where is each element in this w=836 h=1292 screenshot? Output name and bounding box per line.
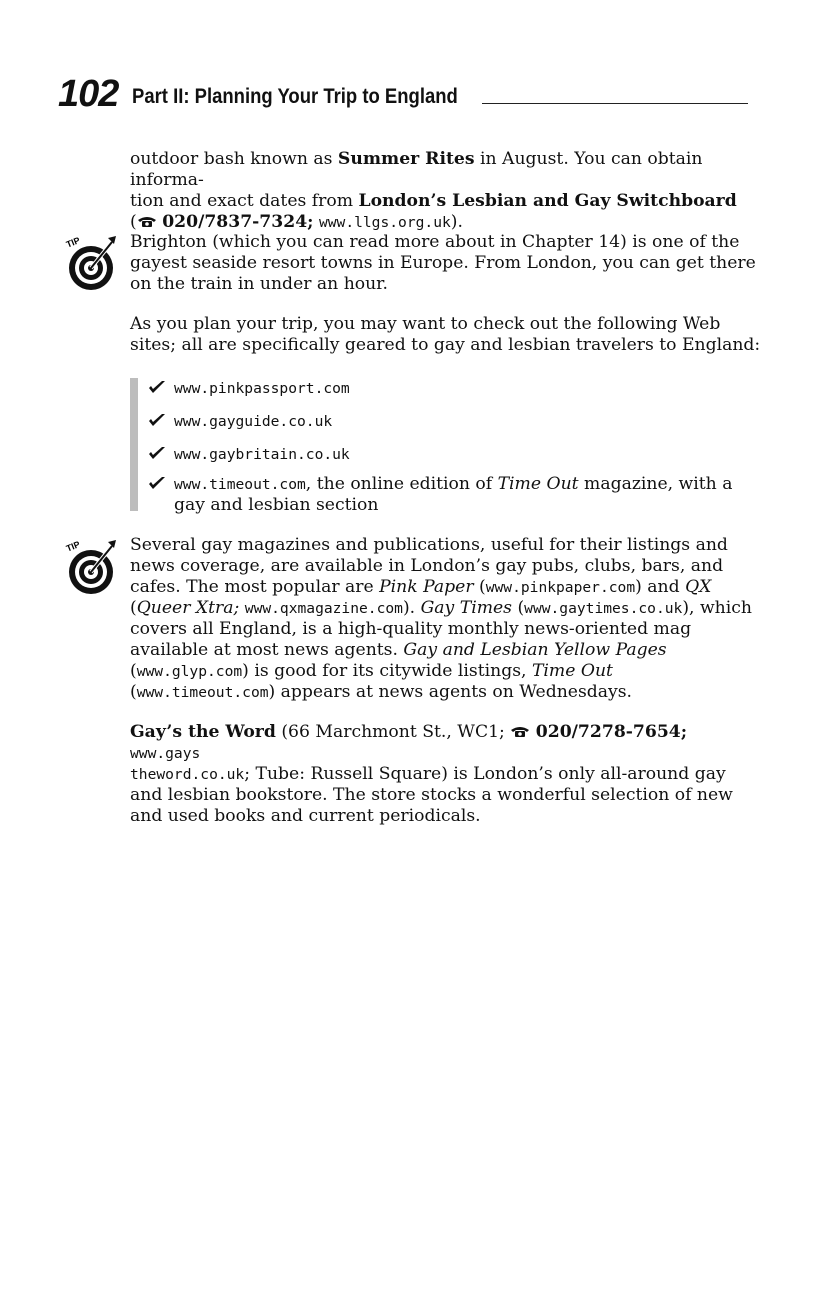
text: ) appears at news agents on Wednesdays.	[268, 682, 633, 702]
intro-text: As you plan your trip, you may want to check out the following Web sites; all are specifically geared to gay and lesbian travelers to England:	[130, 314, 761, 355]
list-bar	[130, 378, 138, 511]
tip-label: TIP	[64, 539, 82, 554]
tip-icon	[64, 232, 120, 290]
event-name: Summer Rites	[337, 149, 475, 169]
list-item	[148, 474, 762, 516]
check-icon	[148, 476, 166, 490]
check-icon	[148, 380, 166, 394]
text: (	[130, 598, 137, 618]
phone-icon	[510, 722, 530, 742]
tip-text: Brighton (which you can read more about in Chapter 14) is one of the gayest seaside resort towns in Europe. From London, you can get there on the train in under an hour.	[130, 232, 756, 294]
text: (	[130, 212, 137, 232]
web-link[interactable]: www.gayguide.co.uk	[174, 413, 333, 430]
text: outdoor bash known as	[130, 149, 338, 169]
web-link[interactable]: www.qxmagazine.com	[244, 600, 403, 617]
text: tion and exact dates from	[130, 191, 359, 211]
text: (	[473, 577, 486, 597]
text: magazine, with a	[578, 474, 733, 494]
web-link[interactable]: www.timeout.com	[136, 684, 269, 701]
phone-number: 020/7278-7654;	[535, 722, 688, 742]
publication-title: Gay and Lesbian Yellow Pages	[403, 640, 667, 660]
publication-title: Gay Times	[420, 598, 512, 618]
text: in August. You can obtain informa-	[130, 149, 703, 190]
text: ).	[402, 598, 421, 618]
web-link[interactable]: www.gaybritain.co.uk	[174, 446, 350, 463]
publication-title: Pink Paper	[379, 577, 474, 597]
web-link[interactable]: www.gays	[130, 745, 201, 762]
header-rule	[482, 103, 748, 104]
text: ; Tube: Russell Square) is London’s only all-around gay	[244, 764, 726, 784]
web-link[interactable]: www.llgs.org.uk	[318, 214, 451, 231]
list-item	[148, 411, 762, 432]
web-link[interactable]: www.pinkpaper.com	[485, 579, 636, 596]
text: ) is good for its citywide listings,	[242, 661, 532, 681]
paragraph-summer-rites	[130, 149, 762, 233]
web-link[interactable]: www.timeout.com	[174, 476, 306, 493]
text: (	[511, 598, 525, 618]
organization-name: London’s Lesbian and Gay Switchboard	[358, 191, 737, 211]
web-link[interactable]: theword.co.uk	[130, 766, 245, 783]
publication-title: Time Out	[497, 474, 579, 494]
publication-title: QX	[685, 577, 712, 597]
paragraph-bookstore	[130, 722, 762, 827]
store-name: Gay’s the Word	[130, 722, 276, 742]
text: Several gay magazines and publications, useful for their listings and news coverage, are available in London’s gay pubs, clubs, bars, and cafes. The most popular are	[130, 535, 728, 597]
text: gay and lesbian section	[174, 495, 379, 515]
phone-icon	[137, 212, 157, 232]
part-title: Part II: Planning Your Trip to England	[132, 85, 458, 108]
list-item	[148, 378, 762, 399]
check-icon	[148, 446, 166, 460]
check-icon	[148, 413, 166, 427]
web-link[interactable]: www.gaytimes.co.uk	[524, 600, 683, 617]
page-number: 102	[58, 73, 119, 115]
text: ), which covers all England, is a high-quality monthly news-oriented mag available at most news agents.	[130, 598, 752, 660]
text: (	[130, 682, 137, 702]
publication-title: Time Out	[531, 661, 613, 681]
list-item	[148, 444, 762, 465]
phone-number: 020/7837-7324;	[162, 212, 314, 232]
web-link[interactable]: www.pinkpassport.com	[174, 380, 350, 397]
text: ) and	[635, 577, 686, 597]
publication-title: Queer Xtra;	[136, 598, 240, 618]
web-link[interactable]: www.glyp.com	[136, 663, 243, 680]
text: and used books and current periodicals.	[130, 806, 481, 826]
text: and lesbian bookstore. The store stocks a wonderful selection of new	[130, 785, 733, 805]
text: ).	[450, 212, 463, 232]
tip-paragraph-brighton	[130, 232, 762, 295]
page-header	[58, 72, 748, 116]
text: , the online edition of	[305, 474, 498, 494]
tip-paragraph-magazines	[130, 535, 762, 703]
tip-icon	[64, 536, 120, 594]
tip-label: TIP	[64, 235, 82, 250]
paragraph-web-sites-intro	[130, 314, 762, 356]
text: (	[130, 661, 137, 681]
text: (66 Marchmont St., WC1;	[275, 722, 511, 742]
